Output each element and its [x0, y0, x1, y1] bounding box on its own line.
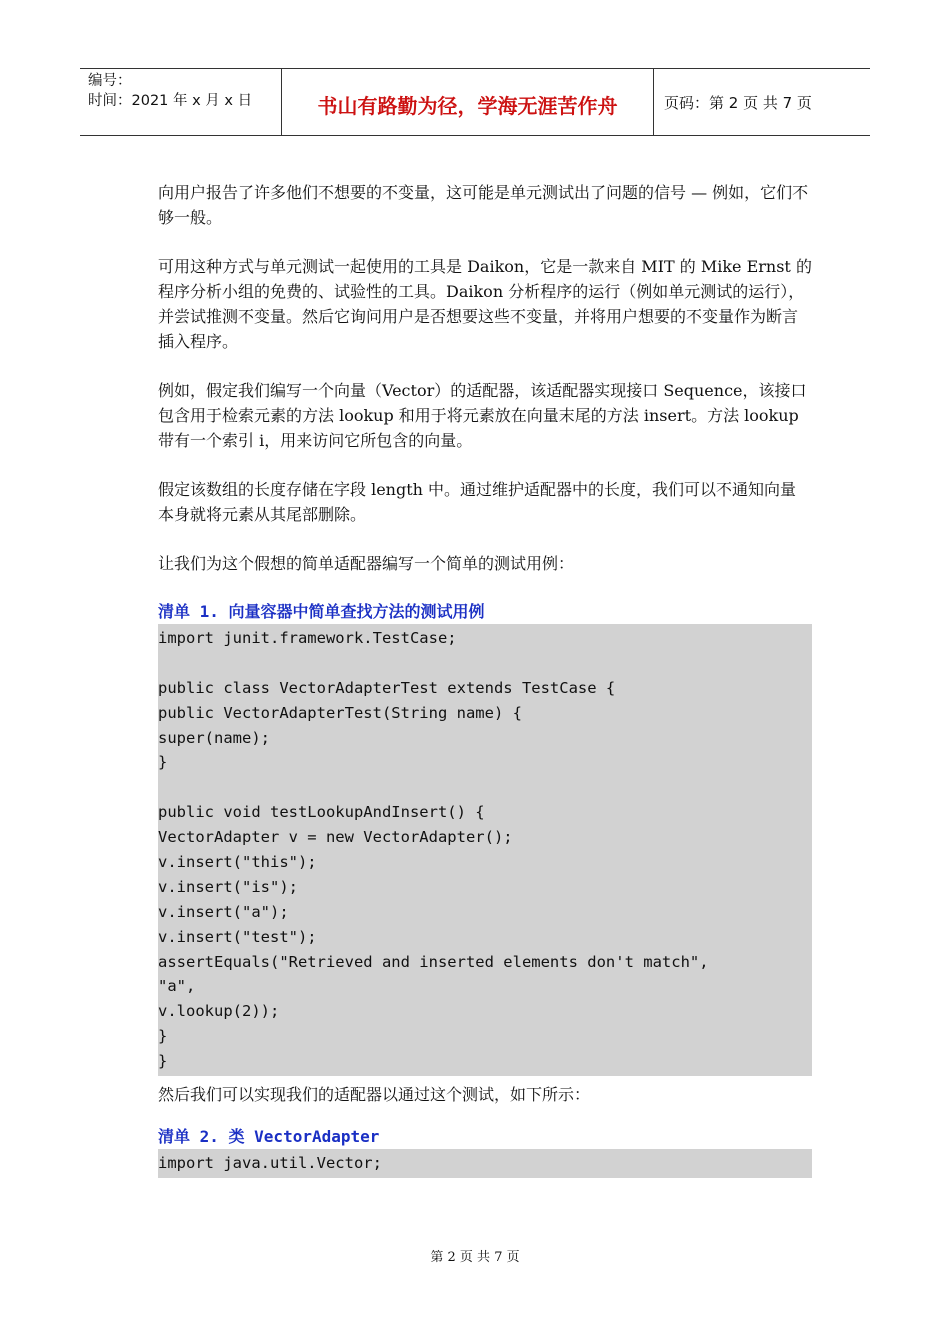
paragraph: 让我们为这个假想的简单适配器编写一个简单的测试用例：: [158, 554, 575, 573]
paragraph: 向用户报告了许多他们不想要的不变量，这可能是单元测试出了问题的信号 — 例如，它们不够一般。: [158, 183, 809, 227]
page-footer: 第 2 页 共 7 页: [430, 1250, 520, 1265]
code-line: v.lookup(2));: [158, 1002, 280, 1021]
code-line: v.insert("this");: [158, 853, 317, 872]
code-line: assertEquals("Retrieved and inserted elements don't match",: [158, 952, 709, 971]
code-line: "a",: [158, 977, 196, 996]
code-line: VectorAdapter v = new VectorAdapter();: [158, 828, 513, 847]
header-page-info: 页码：第 2 页 共 7 页: [664, 93, 812, 112]
listing-2-title: 清单 2. 类 VectorAdapter: [158, 1127, 380, 1147]
code-line: [158, 651, 812, 676]
code-line: public void testLookupAndInsert() {: [158, 803, 485, 822]
paragraph: 可用这种方式与单元测试一起使用的工具是 Daikon，它是一款来自 MIT 的 Mike Ernst 的程序分析小组的免费的、试验性的工具。Daikon 分析程序的运行（例如单元测试的运行），并尝试推测不变量。然后它询问用户是否想要这些不变量，并将用户想要的不变量作为断言插入程序。: [158, 257, 812, 351]
listing-1-code: [158, 624, 812, 1076]
code-line: v.insert("is");: [158, 877, 298, 896]
code-line: import junit.framework.TestCase;: [158, 629, 457, 647]
document-body: [158, 180, 812, 1178]
paragraph: 例如，假定我们编写一个向量（Vector）的适配器，该适配器实现接口 Sequence，该接口包含用于检索元素的方法 lookup 和用于将元素放在向量末尾的方法 insert。方法 lookup 带有一个索引 i，用来访问它所包含的向量。: [158, 381, 807, 450]
code-line: public class VectorAdapterTest extends TestCase {: [158, 678, 616, 697]
header-motto: 书山有路勤为径，学海无涯苦作舟: [282, 69, 654, 135]
code-line: v.insert("test");: [158, 927, 317, 946]
code-line: }: [158, 753, 168, 772]
header-meta: [80, 69, 282, 135]
listing-1-title: 清单 1. 向量容器中简单查找方法的测试用例: [158, 602, 485, 621]
time-label: 时间：2021 年 x 月 x 日: [88, 93, 253, 109]
paragraph: 然后我们可以实现我们的适配器以通过这个测试，如下所示：: [158, 1085, 591, 1105]
code-line: [158, 775, 812, 800]
code-line: }: [158, 1027, 168, 1046]
code-line: super(name);: [158, 728, 270, 747]
page-header: [80, 68, 870, 136]
code-line: v.insert("a");: [158, 902, 289, 921]
code-line: public VectorAdapterTest(String name) {: [158, 703, 522, 722]
paragraph: 假定该数组的长度存储在字段 length 中。通过维护适配器中的长度，我们可以不通知向量本身就将元素从其尾部删除。: [158, 480, 797, 524]
code-line: import java.util.Vector;: [158, 1154, 382, 1173]
code-line: }: [158, 1052, 168, 1071]
listing-2-code: [158, 1149, 812, 1178]
serial-label: 编号：: [88, 73, 132, 89]
